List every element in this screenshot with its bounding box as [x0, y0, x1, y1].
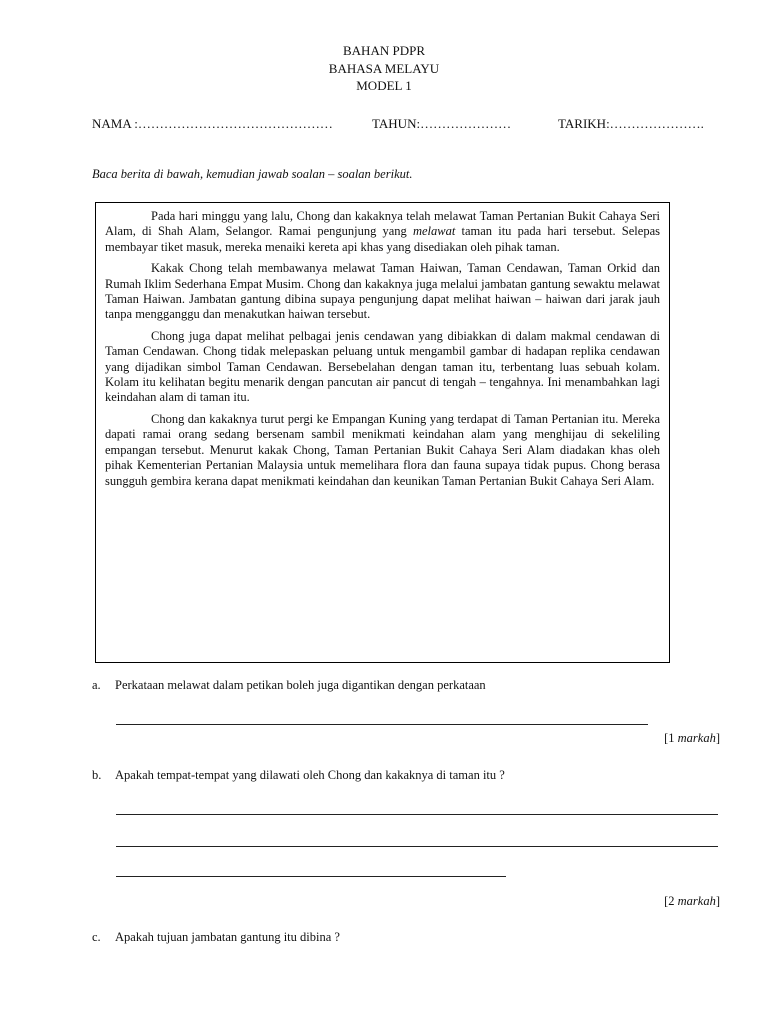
year-field[interactable]: TAHUN:………………… [372, 116, 512, 131]
header-title: BAHAN PDPR [343, 43, 425, 58]
question-letter: c. [92, 930, 101, 944]
answer-line-b1[interactable] [116, 814, 718, 815]
instruction-text: Baca berita di bawah, kemudian jawab soalan – soalan berikut. [92, 167, 413, 181]
answer-line-b2[interactable] [116, 846, 718, 847]
header-subject: BAHASA MELAYU [328, 60, 440, 76]
passage-paragraph-3: Chong juga dapat melihat pelbagai jenis cendawan yang dibiakkan di dalam makmal cendawan di Taman Cendawan. Chong tidak melepaskan peluang untuk mengambil gambar di hadapan replika cendawan yang dijadikan simbol Taman Cendawan. Bersebelahan dengan taman itu, terbentang luas sebuah kolam. Kolam itu kelihatan begitu menarik dengan pancutan air pancut di tengah – tengahnya. Ini menambahkan lagi keindahan alam di taman itu. [105, 328, 660, 405]
document-header [0, 42, 768, 95]
reading-passage [95, 202, 670, 663]
question-text: Apakah tujuan jambatan gantung itu dibina ? [115, 930, 340, 944]
answer-line-b3[interactable] [116, 876, 506, 877]
passage-paragraph-4: Chong dan kakaknya turut pergi ke Empangan Kuning yang terdapat di Taman Pertanian itu. Mereka dapati ramai orang sedang bersenam sambil menikmati keindahan alam yang menghijau di sekeliling empangan tersebut. Menurut kakak Chong, Taman Pertanian Bukit Cahaya Seri Alam diadakan khas oleh pihak Kementerian Pertanian Malaysia untuk memelihara flora dan fauna supaya tidak pupus. Chong berasa sungguh gembira kerana dapat menikmati keindahan dan keunikan Taman Pertanian Bukit Cahaya Seri Alam. [105, 411, 660, 488]
header-model: MODEL 1 [356, 78, 412, 93]
question-text: Perkataan melawat dalam petikan boleh juga digantikan dengan perkataan [115, 678, 486, 692]
passage-paragraph-2: Kakak Chong telah membawanya melawat Taman Haiwan, Taman Cendawan, Taman Orkid dan Rumah Iklim Sederhana Empat Musim. Chong dan kakaknya juga melalui jambatan gantung sewaktu melawat Taman Haiwan. Jambatan gantung dibina supaya pengunjung dapat melihat haiwan – haiwan dari jarak jauh tanpa mengganggu dan menakutkan haiwan tersebut. [105, 261, 660, 322]
marks-label-a: [1 markah] [664, 731, 720, 745]
emphasized-word: melawat [412, 224, 456, 239]
answer-line-a[interactable] [116, 724, 648, 725]
question-text: Apakah tempat-tempat yang dilawati oleh Chong dan kakaknya di taman itu ? [115, 768, 505, 782]
date-field[interactable]: TARIKH:…………………. [558, 116, 704, 131]
question-letter: b. [92, 768, 102, 782]
passage-paragraph-1: Pada hari minggu yang lalu, Chong dan kakaknya telah melawat Taman Pertanian Bukit Cahaya Seri Alam, di Shah Alam, Selangor. Ramai pengunjung yang melawat taman itu pada hari tersebut. Selepas membayar tiket masuk, mereka menaiki kereta api khas yang disediakan oleh pihak taman. [105, 209, 660, 254]
question-letter: a. [92, 678, 101, 692]
marks-label-b: [2 markah] [664, 894, 720, 908]
name-field[interactable]: NAMA :……………………………………… [92, 116, 333, 131]
